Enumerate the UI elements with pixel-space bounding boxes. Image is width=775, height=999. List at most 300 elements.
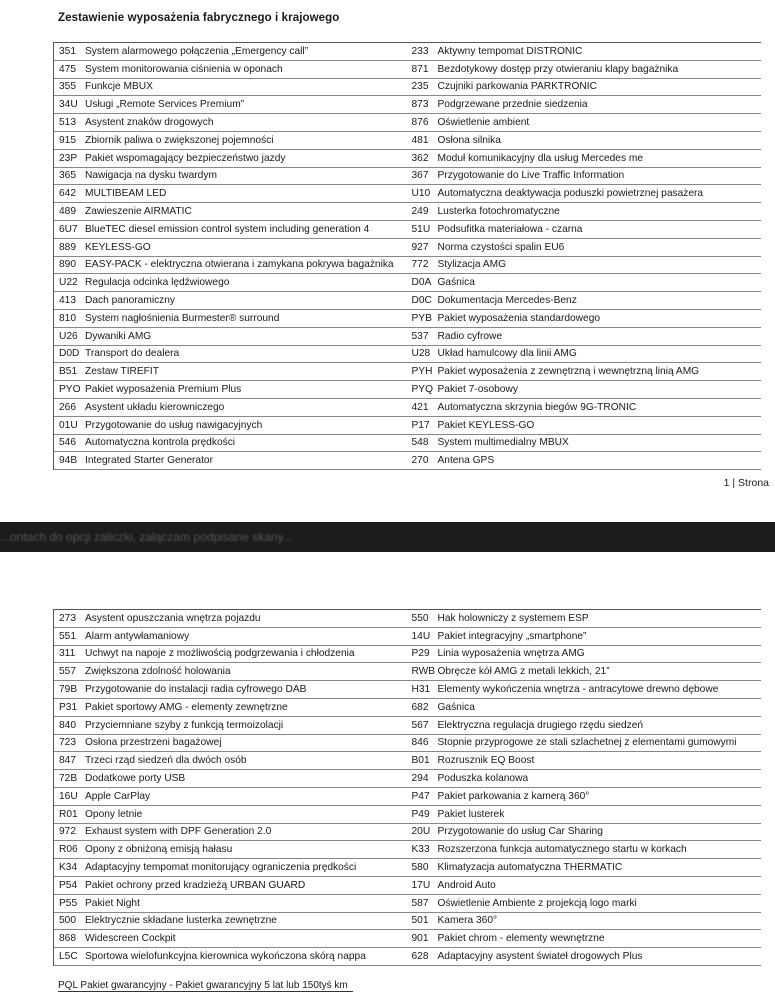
table-row [54,699,761,717]
option-description: System alarmowego połączenia „Emergency call” [85,45,309,57]
option-description: Asystent układu kierowniczego [85,401,225,413]
option-description: Kamera 360° [437,915,498,927]
option-code: PYH [411,366,433,378]
left-cell [54,239,409,256]
right-cell [409,274,762,291]
option-description: Opony z obniżoną emisją hałasu [85,844,233,856]
option-code: U10 [411,188,431,200]
option-description: Sportowa wielofunkcyjna kierownica wykończona skórą nappa [85,951,366,963]
right-cell [409,948,762,965]
left-cell [54,452,409,469]
option-description: Pakiet ochrony przed kradzieżą URBAN GUARD [85,879,306,891]
left-cell [54,96,409,113]
option-code: U22 [59,277,78,289]
right-cell [409,203,762,220]
table-row [54,203,761,221]
left-cell [54,274,409,291]
right-cell [409,79,762,96]
left-cell [54,43,409,60]
option-code: R01 [59,808,78,820]
option-description: Moduł komunikacyjny dla usług Mercedes me [437,152,644,164]
option-description: Przygotowanie do instalacji radia cyfrowego DAB [85,684,307,696]
left-cell [54,681,409,698]
right-cell [409,699,762,716]
right-cell [409,806,762,823]
option-code: 567 [411,719,429,731]
table-row [54,806,761,824]
option-code: 772 [411,259,429,271]
option-description: Pakiet parkowania z kamerą 360° [437,790,590,802]
option-code: 20U [411,826,431,838]
table-row [54,185,761,203]
right-cell [409,452,762,469]
option-code: U28 [411,348,431,360]
right-cell [409,717,762,734]
table-row [54,363,761,381]
left-cell [54,948,409,965]
option-description: Układ hamulcowy dla linii AMG [437,348,577,360]
option-code: 233 [411,45,429,57]
right-cell [409,417,762,434]
left-cell [54,417,409,434]
option-code: P29 [411,648,430,660]
table-row [54,435,761,453]
table-row [54,310,761,328]
option-description: Zwiększona zdolność holowania [85,666,231,678]
option-description: Usługi „Remote Services Premium” [85,99,245,111]
option-description: Gaśnica [437,277,475,289]
right-cell [409,877,762,894]
option-description: Pakiet Night [85,897,140,909]
table-row [54,930,761,948]
table-row [54,399,761,417]
table-row [54,788,761,806]
option-description: Uchwyt na napoje z możliwością podgrzewania i chłodzenia [85,648,355,660]
option-code: 550 [411,612,429,624]
right-cell [409,114,762,131]
option-code: 365 [59,170,76,182]
right-cell [409,646,762,663]
table-row [54,328,761,346]
right-cell [409,770,762,787]
table-row [54,239,761,257]
option-code: 871 [411,63,429,75]
right-cell [409,735,762,752]
option-description: Gaśnica [437,701,475,713]
left-cell [54,150,409,167]
option-code: 249 [411,206,429,218]
option-code: 846 [411,737,429,749]
option-code: 17U [411,879,431,891]
left-cell [54,610,409,627]
option-code: 927 [411,241,429,253]
option-description: Antena GPS [437,455,495,467]
option-code: 587 [411,897,429,909]
right-cell [409,310,762,327]
left-cell [54,699,409,716]
option-description: Przygotowanie do usług nawigacyjnych [85,419,263,431]
table-row [54,96,761,114]
option-description: Dokumentacja Mercedes-Benz [437,295,577,307]
option-description: Stylizacja AMG [437,259,507,271]
option-code: 847 [59,755,76,767]
option-code: 642 [59,188,76,200]
option-description: Rozrusznik EQ Boost [437,755,535,767]
option-description: Alarm antywłamaniowy [85,630,190,642]
option-code: 580 [411,862,429,874]
option-code: R06 [59,844,78,856]
left-cell [54,841,409,858]
right-cell [409,895,762,912]
left-cell [54,806,409,823]
option-code: P49 [411,808,430,820]
option-description: Stopnie przyprogowe ze stali szlachetnej z elementami gumowymi [437,737,737,749]
option-code: 266 [59,401,76,413]
option-description: Integrated Starter Generator [85,455,213,467]
right-cell [409,221,762,238]
option-code: K34 [59,862,78,874]
left-cell [54,203,409,220]
left-cell [54,895,409,912]
option-code: 311 [59,648,76,660]
left-cell [54,877,409,894]
right-cell [409,96,762,113]
option-code: 475 [59,63,76,75]
right-cell [409,841,762,858]
option-code: 889 [59,241,76,253]
option-description: Adaptacyjny tempomat monitorujący ograniczenia prędkości [85,862,357,874]
table-row [54,274,761,292]
option-description: Trzeci rząd siedzeń dla dwóch osób [85,755,247,767]
option-description: Radio cyfrowe [437,330,503,342]
option-code: 810 [59,312,76,324]
option-description: Zawieszenie AIRMATIC [85,206,192,218]
table-row [54,452,761,470]
option-description: Pakiet 7-osobowy [437,384,518,396]
option-description: Asystent opuszczania wnętrza pojazdu [85,612,261,624]
option-description: Hak holowniczy z systemem ESP [437,612,589,624]
option-code: 94B [59,455,78,467]
option-description: Pakiet wspomagający bezpieczeństwo jazdy [85,152,286,164]
right-cell [409,913,762,930]
option-code: L5C [59,951,78,963]
option-description: Poduszka kolanowa [437,773,529,785]
option-code: 235 [411,81,429,93]
option-code: PYB [411,312,432,324]
option-code: 500 [59,915,76,927]
option-description: Dodatkowe porty USB [85,773,186,785]
option-code: P31 [59,701,78,713]
option-code: 890 [59,259,76,271]
option-description: Elementy wykończenia wnętrza - antracytowe drewno dębowe [437,684,719,696]
option-description: Przygotowanie do Live Traffic Information [437,170,625,182]
left-cell [54,221,409,238]
option-description: Linia wyposażenia wnętrza AMG [437,648,585,660]
table-row [54,114,761,132]
left-cell [54,346,409,363]
option-code: 723 [59,737,76,749]
option-code: 421 [411,401,429,413]
table-row [54,257,761,275]
option-code: 481 [411,134,429,146]
left-cell [54,79,409,96]
option-code: 546 [59,437,76,449]
option-description: System multimedialny MBUX [437,437,569,449]
table-row [54,346,761,364]
right-cell [409,168,762,185]
option-description: Transport do dealera [85,348,180,360]
left-cell [54,735,409,752]
right-cell [409,752,762,769]
option-description: Czujniki parkowania PARKTRONIC [437,81,597,93]
option-description: BlueTEC diesel emission control system including generation 4 [85,223,370,235]
option-description: Dywaniki AMG [85,330,152,342]
right-cell [409,824,762,841]
right-cell [409,399,762,416]
table-row [54,43,761,61]
option-code: K33 [411,844,430,856]
option-code: 901 [411,933,429,945]
option-code: P54 [59,879,78,891]
option-description: Pakiet lusterek [437,808,505,820]
page-separator-band [0,522,775,552]
option-description: Adaptacyjny asystent świateł drogowych Plus [437,951,643,963]
left-cell [54,363,409,380]
option-code: 34U [59,99,78,111]
left-cell [54,663,409,680]
table-row [54,948,761,966]
option-description: Elektrycznie składane lusterka zewnętrzne [85,915,277,927]
table-row [54,877,761,895]
option-description: Funkcje MBUX [85,81,153,93]
left-cell [54,646,409,663]
option-code: 01U [59,419,78,431]
left-cell [54,770,409,787]
table-row [54,735,761,753]
left-cell [54,185,409,202]
right-cell [409,435,762,452]
equipment-table-page-1 [53,42,761,470]
option-code: D0C [411,295,432,307]
option-code: 79B [59,684,78,696]
table-row [54,895,761,913]
option-code: 51U [411,223,431,235]
table-row [54,132,761,150]
table-row [54,824,761,842]
option-description: Bezdotykowy dostęp przy otwieraniu klapy bagażnika [437,63,679,75]
table-row [54,150,761,168]
table-row [54,221,761,239]
option-code: 513 [59,117,76,129]
left-cell [54,930,409,947]
option-code: P47 [411,790,430,802]
option-code: 413 [59,295,76,307]
option-description: Pakiet wyposażenia z zewnętrzną i wewnętrzną linią AMG [437,366,700,378]
option-code: 362 [411,152,429,164]
right-cell [409,681,762,698]
option-description: Osłona przestrzeni bagażowej [85,737,222,749]
option-code: 682 [411,701,429,713]
option-code: 355 [59,81,76,93]
option-code: D0D [59,348,80,360]
option-description: Lusterka fotochromatyczne [437,206,560,218]
option-description: Pakiet wyposażenia standardowego [437,312,601,324]
table-row [54,628,761,646]
table-row [54,681,761,699]
option-description: Podsufitka materiałowa - czarna [437,223,583,235]
right-cell [409,43,762,60]
option-code: B51 [59,366,78,378]
option-code: B01 [411,755,430,767]
right-cell [409,859,762,876]
table-row [54,79,761,97]
left-cell [54,913,409,930]
option-code: PYO [59,384,81,396]
warranty-package-line: PQL Pakiet gwarancyjny - Pakiet gwarancyjny 5 lat lub 150tyś km [58,980,353,992]
option-code: 16U [59,790,78,802]
option-code: P55 [59,897,78,909]
table-row [54,61,761,79]
option-description: Exhaust system with DPF Generation 2.0 [85,826,272,838]
option-code: RWB [411,666,436,678]
right-cell [409,150,762,167]
option-code: 551 [59,630,76,642]
option-code: 537 [411,330,429,342]
option-code: D0A [411,277,432,289]
left-cell [54,628,409,645]
option-code: 915 [59,134,76,146]
option-code: 23P [59,152,78,164]
option-description: Norma czystości spalin EU6 [437,241,565,253]
option-description: KEYLESS-GO [85,241,151,253]
left-cell [54,292,409,309]
option-description: Pakiet chrom - elementy wewnętrzne [437,933,605,945]
right-cell [409,328,762,345]
left-cell [54,61,409,78]
option-code: 6U7 [59,223,78,235]
option-code: H31 [411,684,431,696]
table-row [54,610,761,628]
right-cell [409,292,762,309]
right-cell [409,132,762,149]
option-description: Automatyczna skrzynia biegów 9G-TRONIC [437,401,637,413]
left-cell [54,168,409,185]
left-cell [54,310,409,327]
right-cell [409,381,762,398]
option-description: Nawigacja na dysku twardym [85,170,217,182]
right-cell [409,663,762,680]
option-code: 294 [411,773,429,785]
option-code: 367 [411,170,429,182]
option-description: Widescreen Cockpit [85,933,176,945]
option-code: P17 [411,419,430,431]
table-row [54,381,761,399]
option-code: 351 [59,45,76,57]
right-cell [409,185,762,202]
option-description: System monitorowania ciśnienia w oponach [85,63,283,75]
option-description: Pakiet wyposażenia Premium Plus [85,384,242,396]
right-cell [409,610,762,627]
option-description: MULTIBEAM LED [85,188,167,200]
option-code: 489 [59,206,76,218]
option-description: Apple CarPlay [85,790,151,802]
right-cell [409,346,762,363]
right-cell [409,363,762,380]
table-row [54,663,761,681]
table-row [54,646,761,664]
right-cell [409,788,762,805]
left-cell [54,788,409,805]
right-cell [409,628,762,645]
table-row [54,417,761,435]
option-description: EASY-PACK - elektryczna otwierana i zamykana pokrywa bagażnika [85,259,394,271]
option-code: 840 [59,719,76,731]
left-cell [54,132,409,149]
option-description: Automatyczna deaktywacja poduszki powietrznej pasażera [437,188,704,200]
option-description: Przygotowanie do usług Car Sharing [437,826,603,838]
option-description: Klimatyzacja automatyczna THERMATIC [437,862,623,874]
table-row [54,717,761,735]
left-cell [54,328,409,345]
option-description: Podgrzewane przednie siedzenia [437,99,588,111]
left-cell [54,257,409,274]
option-description: Aktywny tempomat DISTRONIC [437,45,583,57]
right-cell [409,61,762,78]
table-row [54,168,761,186]
option-description: System nagłośnienia Burmester® surround [85,312,280,324]
page-number: 1 | Strona [723,477,769,489]
obscured-text: ...ontach do opcji zaliczki, załączam podpisane skany... [0,530,293,544]
option-description: Rozszerzona funkcja automatycznego startu w korkach [437,844,687,856]
right-cell [409,930,762,947]
option-description: Android Auto [437,879,496,891]
option-code: 876 [411,117,429,129]
left-cell [54,717,409,734]
table-row [54,770,761,788]
option-description: Automatyczna kontrola prędkości [85,437,236,449]
left-cell [54,859,409,876]
option-code: U26 [59,330,78,342]
option-description: Oświetlenie Ambiente z projekcją logo marki [437,897,637,909]
option-description: Zestaw TIREFIT [85,366,159,378]
option-description: Pakiet sportowy AMG - elementy zewnętrzne [85,701,288,713]
table-row [54,841,761,859]
option-code: PYQ [411,384,434,396]
left-cell [54,114,409,131]
option-code: 72B [59,773,78,785]
left-cell [54,752,409,769]
option-description: Zbiornik paliwa o zwiększonej pojemności [85,134,274,146]
option-description: Obręcze kół AMG z metali lekkich, 21” [437,666,610,678]
option-code: 873 [411,99,429,111]
right-cell [409,239,762,256]
left-cell [54,435,409,452]
left-cell [54,381,409,398]
option-code: 270 [411,455,429,467]
option-description: Oświetlenie ambient [437,117,530,129]
option-description: Osłona silnika [437,134,501,146]
option-description: Asystent znaków drogowych [85,117,214,129]
page-title: Zestawienie wyposażenia fabrycznego i krajowego [58,12,340,24]
option-description: Pakiet integracyjny „smartphone” [437,630,587,642]
option-description: Pakiet KEYLESS-GO [437,419,535,431]
equipment-table-page-2 [53,609,761,966]
table-row [54,752,761,770]
right-cell [409,257,762,274]
option-code: 628 [411,951,429,963]
option-description: Przyciemniane szyby z funkcją termoizolacji [85,719,284,731]
option-code: 972 [59,826,76,838]
